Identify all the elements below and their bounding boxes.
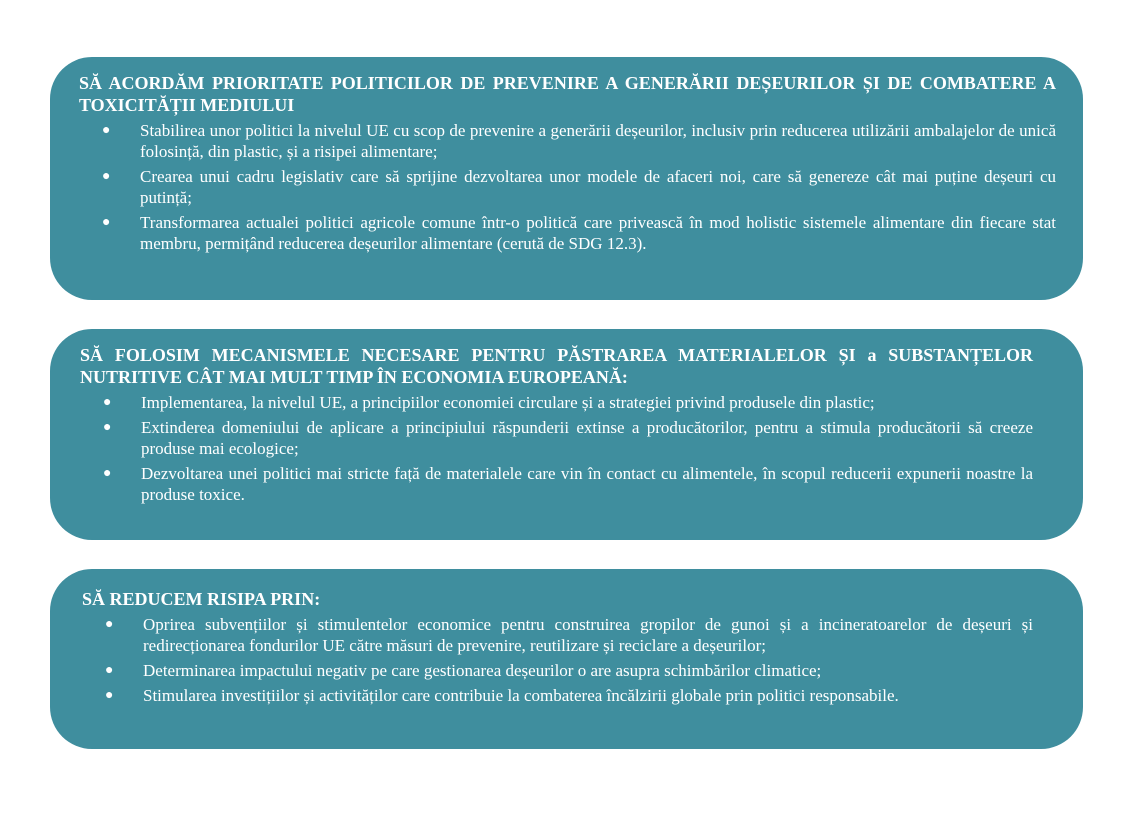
bullet-list bbox=[79, 120, 1056, 254]
list-item-text: Dezvoltarea unei politici mai stricte față de materialele care vin în contact cu alimentele, în scopul reducerii expunerii noastre la produse toxice. bbox=[141, 464, 1033, 504]
bullet-icon: ● bbox=[103, 466, 112, 481]
bullet-icon: ● bbox=[103, 420, 112, 435]
section-title: SĂ FOLOSIM MECANISMELE NECESARE PENTRU PĂSTRAREA MATERIALELOR ȘI a SUBSTANȚELOR NUTRITIVE CÂT MAI MULT TIMP ÎN ECONOMIA EUROPEANĂ: bbox=[80, 345, 1033, 387]
list-item bbox=[80, 463, 1033, 505]
section-title: SĂ REDUCEM RISIPA PRIN: bbox=[82, 589, 321, 609]
section-title: SĂ ACORDĂM PRIORITATE POLITICILOR DE PREVENIRE A GENERĂRII DEȘEURILOR ȘI DE COMBATERE A TOXICITĂȚII MEDIULUI bbox=[79, 73, 1056, 115]
list-item bbox=[79, 166, 1056, 208]
list-item bbox=[79, 212, 1056, 254]
bullet-list bbox=[80, 392, 1033, 505]
bullet-icon: ● bbox=[102, 169, 111, 184]
bullet-icon: ● bbox=[103, 395, 112, 410]
bullet-icon: ● bbox=[105, 663, 114, 678]
list-item bbox=[80, 392, 1033, 413]
list-item bbox=[80, 417, 1033, 459]
bullet-icon: ● bbox=[102, 215, 111, 230]
list-item bbox=[82, 614, 1033, 656]
bullet-list bbox=[82, 614, 1033, 706]
section-box-materials bbox=[50, 329, 1083, 540]
list-item-text: Stimularea investițiilor și activităților care contribuie la combaterea încălzirii globale prin politici responsabile. bbox=[143, 686, 899, 705]
list-item bbox=[82, 685, 1033, 706]
bullet-icon: ● bbox=[102, 123, 111, 138]
section-box-waste-reduction bbox=[50, 569, 1083, 749]
bullet-icon: ● bbox=[105, 688, 114, 703]
list-item-text: Transformarea actualei politici agricole comune într-o politică care privească în mod holistic sistemele alimentare din fiecare stat membru, permițând reducerea deșeurilor alimentare (cerută de SDG 12.3). bbox=[140, 213, 1056, 253]
list-item-text: Crearea unui cadru legislativ care să sprijine dezvoltarea unor modele de afaceri noi, care să genereze cât mai puține deșeuri cu putință; bbox=[140, 167, 1056, 207]
list-item-text: Implementarea, la nivelul UE, a principiilor economiei circulare și a strategiei privind produsele din plastic; bbox=[141, 393, 875, 412]
list-item-text: Oprirea subvențiilor și stimulentelor economice pentru construirea gropilor de gunoi și a incineratoarelor de deșeuri și redirecționarea fondurilor UE către măsuri de prevenire, reutilizare și reciclare a deșeurilor; bbox=[143, 615, 1033, 655]
list-item bbox=[82, 660, 1033, 681]
list-item-text: Determinarea impactului negativ pe care gestionarea deșeurilor o are asupra schimbărilor climatice; bbox=[143, 661, 822, 680]
bullet-icon: ● bbox=[105, 617, 114, 632]
section-box-prevention bbox=[50, 57, 1083, 300]
list-item-text: Extinderea domeniului de aplicare a principiului răspunderii extinse a producătorilor, pentru a stimula producătorii să creeze produse mai ecologice; bbox=[141, 418, 1033, 458]
list-item bbox=[79, 120, 1056, 162]
list-item-text: Stabilirea unor politici la nivelul UE cu scop de prevenire a generării deșeurilor, inclusiv prin reducerea utilizării ambalajelor de unică folosință, din plastic, și a risipei alimentare; bbox=[140, 121, 1056, 161]
